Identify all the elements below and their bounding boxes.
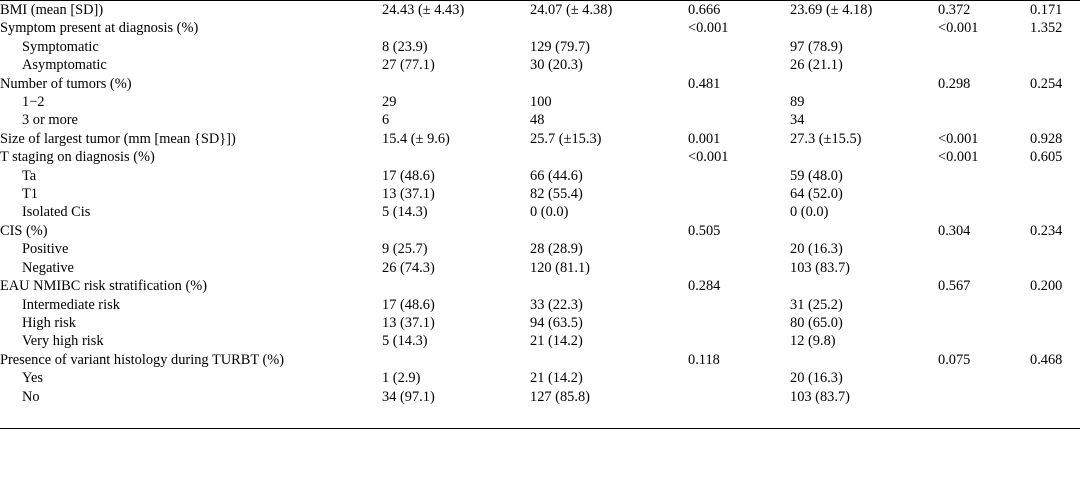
row-value-1 xyxy=(382,351,530,369)
row-label: Symptom present at diagnosis (%) xyxy=(0,20,199,37)
row-value-3 xyxy=(688,314,790,332)
row-value-1: 34 (97.1) xyxy=(382,388,435,405)
row-value-4: 12 (9.8) xyxy=(790,333,836,350)
row-value-4: 26 (21.1) xyxy=(790,57,843,74)
row-value-2: 0 (0.0) xyxy=(530,204,569,221)
row-value-4: 80 (65.0) xyxy=(790,314,843,331)
row-value-6 xyxy=(1030,240,1080,258)
row-value-3 xyxy=(688,369,790,387)
row-value-4: 103 (83.7) xyxy=(790,388,850,405)
row-value-2: 48 xyxy=(530,112,545,129)
row-value-3: 0.505 xyxy=(688,222,721,239)
row-value-6 xyxy=(1030,185,1080,203)
row-value-5: 0.372 xyxy=(938,1,1030,20)
row-value-2: 66 (44.6) xyxy=(530,167,583,184)
row-value-6: 1.352 xyxy=(1030,20,1063,37)
rule-cell xyxy=(1030,406,1080,429)
row-value-5: <0.001 xyxy=(938,149,979,166)
row-value-2: 100 xyxy=(530,94,552,111)
row-value-2 xyxy=(530,148,688,166)
row-value-3: 0.481 xyxy=(688,75,721,92)
row-label: Ta xyxy=(22,167,37,184)
row-value-5 xyxy=(938,388,1030,406)
row-value-5: <0.001 xyxy=(938,130,979,147)
row-value-3 xyxy=(688,38,790,56)
row-value-6 xyxy=(1030,332,1080,350)
table-row xyxy=(0,1,1080,20)
table-body xyxy=(0,1,1080,429)
row-value-1 xyxy=(382,222,530,240)
row-label: Intermediate risk xyxy=(22,296,120,313)
row-value-4 xyxy=(790,19,938,37)
row-value-3: 0.666 xyxy=(688,1,790,20)
row-value-6 xyxy=(1030,111,1080,129)
row-label: 3 or more xyxy=(22,112,78,129)
row-label: Yes xyxy=(22,370,43,387)
row-value-3: <0.001 xyxy=(688,149,729,166)
row-value-3 xyxy=(688,93,790,111)
row-label: T1 xyxy=(22,186,38,203)
table-row xyxy=(0,75,1080,93)
row-value-2 xyxy=(530,277,688,295)
row-value-5 xyxy=(938,296,1030,314)
row-value-2: 94 (63.5) xyxy=(530,314,583,331)
table-row xyxy=(0,93,1080,111)
row-value-5 xyxy=(938,185,1030,203)
row-label: Very high risk xyxy=(22,333,104,350)
row-value-2: 127 (85.8) xyxy=(530,388,590,405)
row-value-2: 24.07 (± 4.38) xyxy=(530,1,688,20)
row-value-1: 1 (2.9) xyxy=(382,370,421,387)
row-value-5: <0.001 xyxy=(938,20,979,37)
row-value-3 xyxy=(688,240,790,258)
table-row xyxy=(0,259,1080,277)
row-value-2 xyxy=(530,351,688,369)
row-value-5: 0.304 xyxy=(938,222,971,239)
row-value-1: 6 xyxy=(382,112,390,129)
table-row xyxy=(0,130,1080,148)
row-value-5 xyxy=(938,203,1030,221)
row-value-6 xyxy=(1030,388,1080,406)
row-label: Symptomatic xyxy=(22,38,99,55)
table-row xyxy=(0,240,1080,258)
row-value-2 xyxy=(530,75,688,93)
row-value-6: 0.234 xyxy=(1030,222,1063,239)
row-value-6: 0.928 xyxy=(1030,130,1063,147)
row-value-6 xyxy=(1030,38,1080,56)
row-value-3 xyxy=(688,185,790,203)
row-label: T staging on diagnosis (%) xyxy=(0,149,155,166)
table-row xyxy=(0,351,1080,369)
row-value-2: 120 (81.1) xyxy=(530,259,590,276)
row-label: 1−2 xyxy=(22,94,45,111)
row-value-6 xyxy=(1030,296,1080,314)
row-value-5 xyxy=(938,56,1030,74)
row-value-1 xyxy=(382,19,530,37)
row-value-1: 13 (37.1) xyxy=(382,314,435,331)
table-row xyxy=(0,203,1080,221)
table-row xyxy=(0,314,1080,332)
table-row xyxy=(0,369,1080,387)
row-value-5: 0.567 xyxy=(938,278,971,295)
row-value-1: 8 (23.9) xyxy=(382,38,428,55)
row-value-1: 17 (48.6) xyxy=(382,167,435,184)
row-value-5 xyxy=(938,314,1030,332)
row-value-6 xyxy=(1030,369,1080,387)
row-value-6: 0.200 xyxy=(1030,278,1063,295)
row-value-6: 0.468 xyxy=(1030,351,1063,368)
row-value-4: 0 (0.0) xyxy=(790,204,829,221)
row-value-1: 9 (25.7) xyxy=(382,241,428,258)
row-value-6 xyxy=(1030,167,1080,185)
row-value-1: 15.4 (± 9.6) xyxy=(382,130,450,147)
row-value-3 xyxy=(688,167,790,185)
row-value-1 xyxy=(382,148,530,166)
table-row xyxy=(0,222,1080,240)
row-value-4: 89 xyxy=(790,94,805,111)
table-row xyxy=(0,167,1080,185)
row-value-3: 0.118 xyxy=(688,351,720,368)
row-value-1: 26 (74.3) xyxy=(382,259,435,276)
row-value-5 xyxy=(938,369,1030,387)
table-row xyxy=(0,19,1080,37)
row-value-5: 0.075 xyxy=(938,351,971,368)
row-value-3 xyxy=(688,203,790,221)
row-value-5 xyxy=(938,332,1030,350)
row-label: CIS (%) xyxy=(0,222,48,239)
row-value-1: 5 (14.3) xyxy=(382,333,428,350)
row-value-2: 82 (55.4) xyxy=(530,186,583,203)
row-value-1 xyxy=(382,75,530,93)
row-value-3: 0.284 xyxy=(688,278,721,295)
row-value-2 xyxy=(530,222,688,240)
row-label: Isolated Cis xyxy=(22,204,91,221)
table-row xyxy=(0,148,1080,166)
row-value-2: 21 (14.2) xyxy=(530,370,583,387)
row-value-2: 25.7 (±15.3) xyxy=(530,130,602,147)
row-label: BMI (mean [SD]) xyxy=(0,1,382,20)
row-value-4: 20 (16.3) xyxy=(790,370,843,387)
row-label: Negative xyxy=(22,259,74,276)
table-row xyxy=(0,388,1080,406)
row-value-3 xyxy=(688,56,790,74)
row-value-6 xyxy=(1030,203,1080,221)
row-value-6 xyxy=(1030,93,1080,111)
row-value-2: 30 (20.3) xyxy=(530,57,583,74)
row-value-4 xyxy=(790,75,938,93)
row-value-4 xyxy=(790,148,938,166)
rule-cell xyxy=(0,406,382,429)
rule-cell xyxy=(938,406,1030,429)
row-value-2: 28 (28.9) xyxy=(530,241,583,258)
rule-cell xyxy=(530,406,688,429)
row-value-5: 0.298 xyxy=(938,75,971,92)
row-value-3 xyxy=(688,111,790,129)
row-value-4: 27.3 (±15.5) xyxy=(790,130,862,147)
row-value-6 xyxy=(1030,56,1080,74)
table-row xyxy=(0,38,1080,56)
row-value-4 xyxy=(790,277,938,295)
row-value-4 xyxy=(790,222,938,240)
row-value-1: 5 (14.3) xyxy=(382,204,428,221)
row-value-1: 17 (48.6) xyxy=(382,296,435,313)
row-value-1: 24.43 (± 4.43) xyxy=(382,1,530,20)
table-row xyxy=(0,296,1080,314)
row-value-5 xyxy=(938,111,1030,129)
row-value-1: 27 (77.1) xyxy=(382,57,435,74)
row-value-6 xyxy=(1030,259,1080,277)
row-label: Asymptomatic xyxy=(22,57,107,74)
row-value-2: 129 (79.7) xyxy=(530,38,590,55)
row-value-5 xyxy=(938,38,1030,56)
row-value-6: 0.171 xyxy=(1030,1,1080,20)
row-value-4: 31 (25.2) xyxy=(790,296,843,313)
row-value-4: 97 (78.9) xyxy=(790,38,843,55)
row-value-1: 13 (37.1) xyxy=(382,186,435,203)
row-value-3: 0.001 xyxy=(688,130,721,147)
row-value-5 xyxy=(938,259,1030,277)
row-value-2: 33 (22.3) xyxy=(530,296,583,313)
rule-cell xyxy=(790,406,938,429)
row-value-6: 0.254 xyxy=(1030,75,1063,92)
table-row xyxy=(0,111,1080,129)
table-row xyxy=(0,332,1080,350)
row-value-3 xyxy=(688,332,790,350)
rule-cell xyxy=(382,406,530,429)
row-label: No xyxy=(22,388,40,405)
row-label: EAU NMIBC risk stratification (%) xyxy=(0,278,208,295)
table-bottom-rule xyxy=(0,406,1080,429)
row-value-2: 21 (14.2) xyxy=(530,333,583,350)
table-row xyxy=(0,56,1080,74)
row-value-6: 0.605 xyxy=(1030,149,1063,166)
row-value-4 xyxy=(790,351,938,369)
row-value-4: 64 (52.0) xyxy=(790,186,843,203)
row-value-4: 20 (16.3) xyxy=(790,241,843,258)
row-label: Presence of variant histology during TURBT (%) xyxy=(0,351,285,368)
row-value-6 xyxy=(1030,314,1080,332)
row-value-2 xyxy=(530,19,688,37)
row-value-3 xyxy=(688,296,790,314)
rule-cell xyxy=(688,406,790,429)
row-value-3 xyxy=(688,388,790,406)
row-label: High risk xyxy=(22,314,76,331)
row-value-4: 59 (48.0) xyxy=(790,167,843,184)
row-value-5 xyxy=(938,240,1030,258)
row-value-1 xyxy=(382,277,530,295)
row-value-5 xyxy=(938,93,1030,111)
row-label: Number of tumors (%) xyxy=(0,75,132,92)
row-value-4: 23.69 (± 4.18) xyxy=(790,1,938,20)
row-value-3 xyxy=(688,259,790,277)
row-value-1: 29 xyxy=(382,94,397,111)
table-row xyxy=(0,277,1080,295)
table-row xyxy=(0,185,1080,203)
row-value-3: <0.001 xyxy=(688,20,729,37)
row-value-4: 103 (83.7) xyxy=(790,259,850,276)
row-value-4: 34 xyxy=(790,112,805,129)
row-value-5 xyxy=(938,167,1030,185)
row-label: Size of largest tumor (mm [mean {SD}]) xyxy=(0,130,236,147)
row-label: Positive xyxy=(22,241,69,258)
